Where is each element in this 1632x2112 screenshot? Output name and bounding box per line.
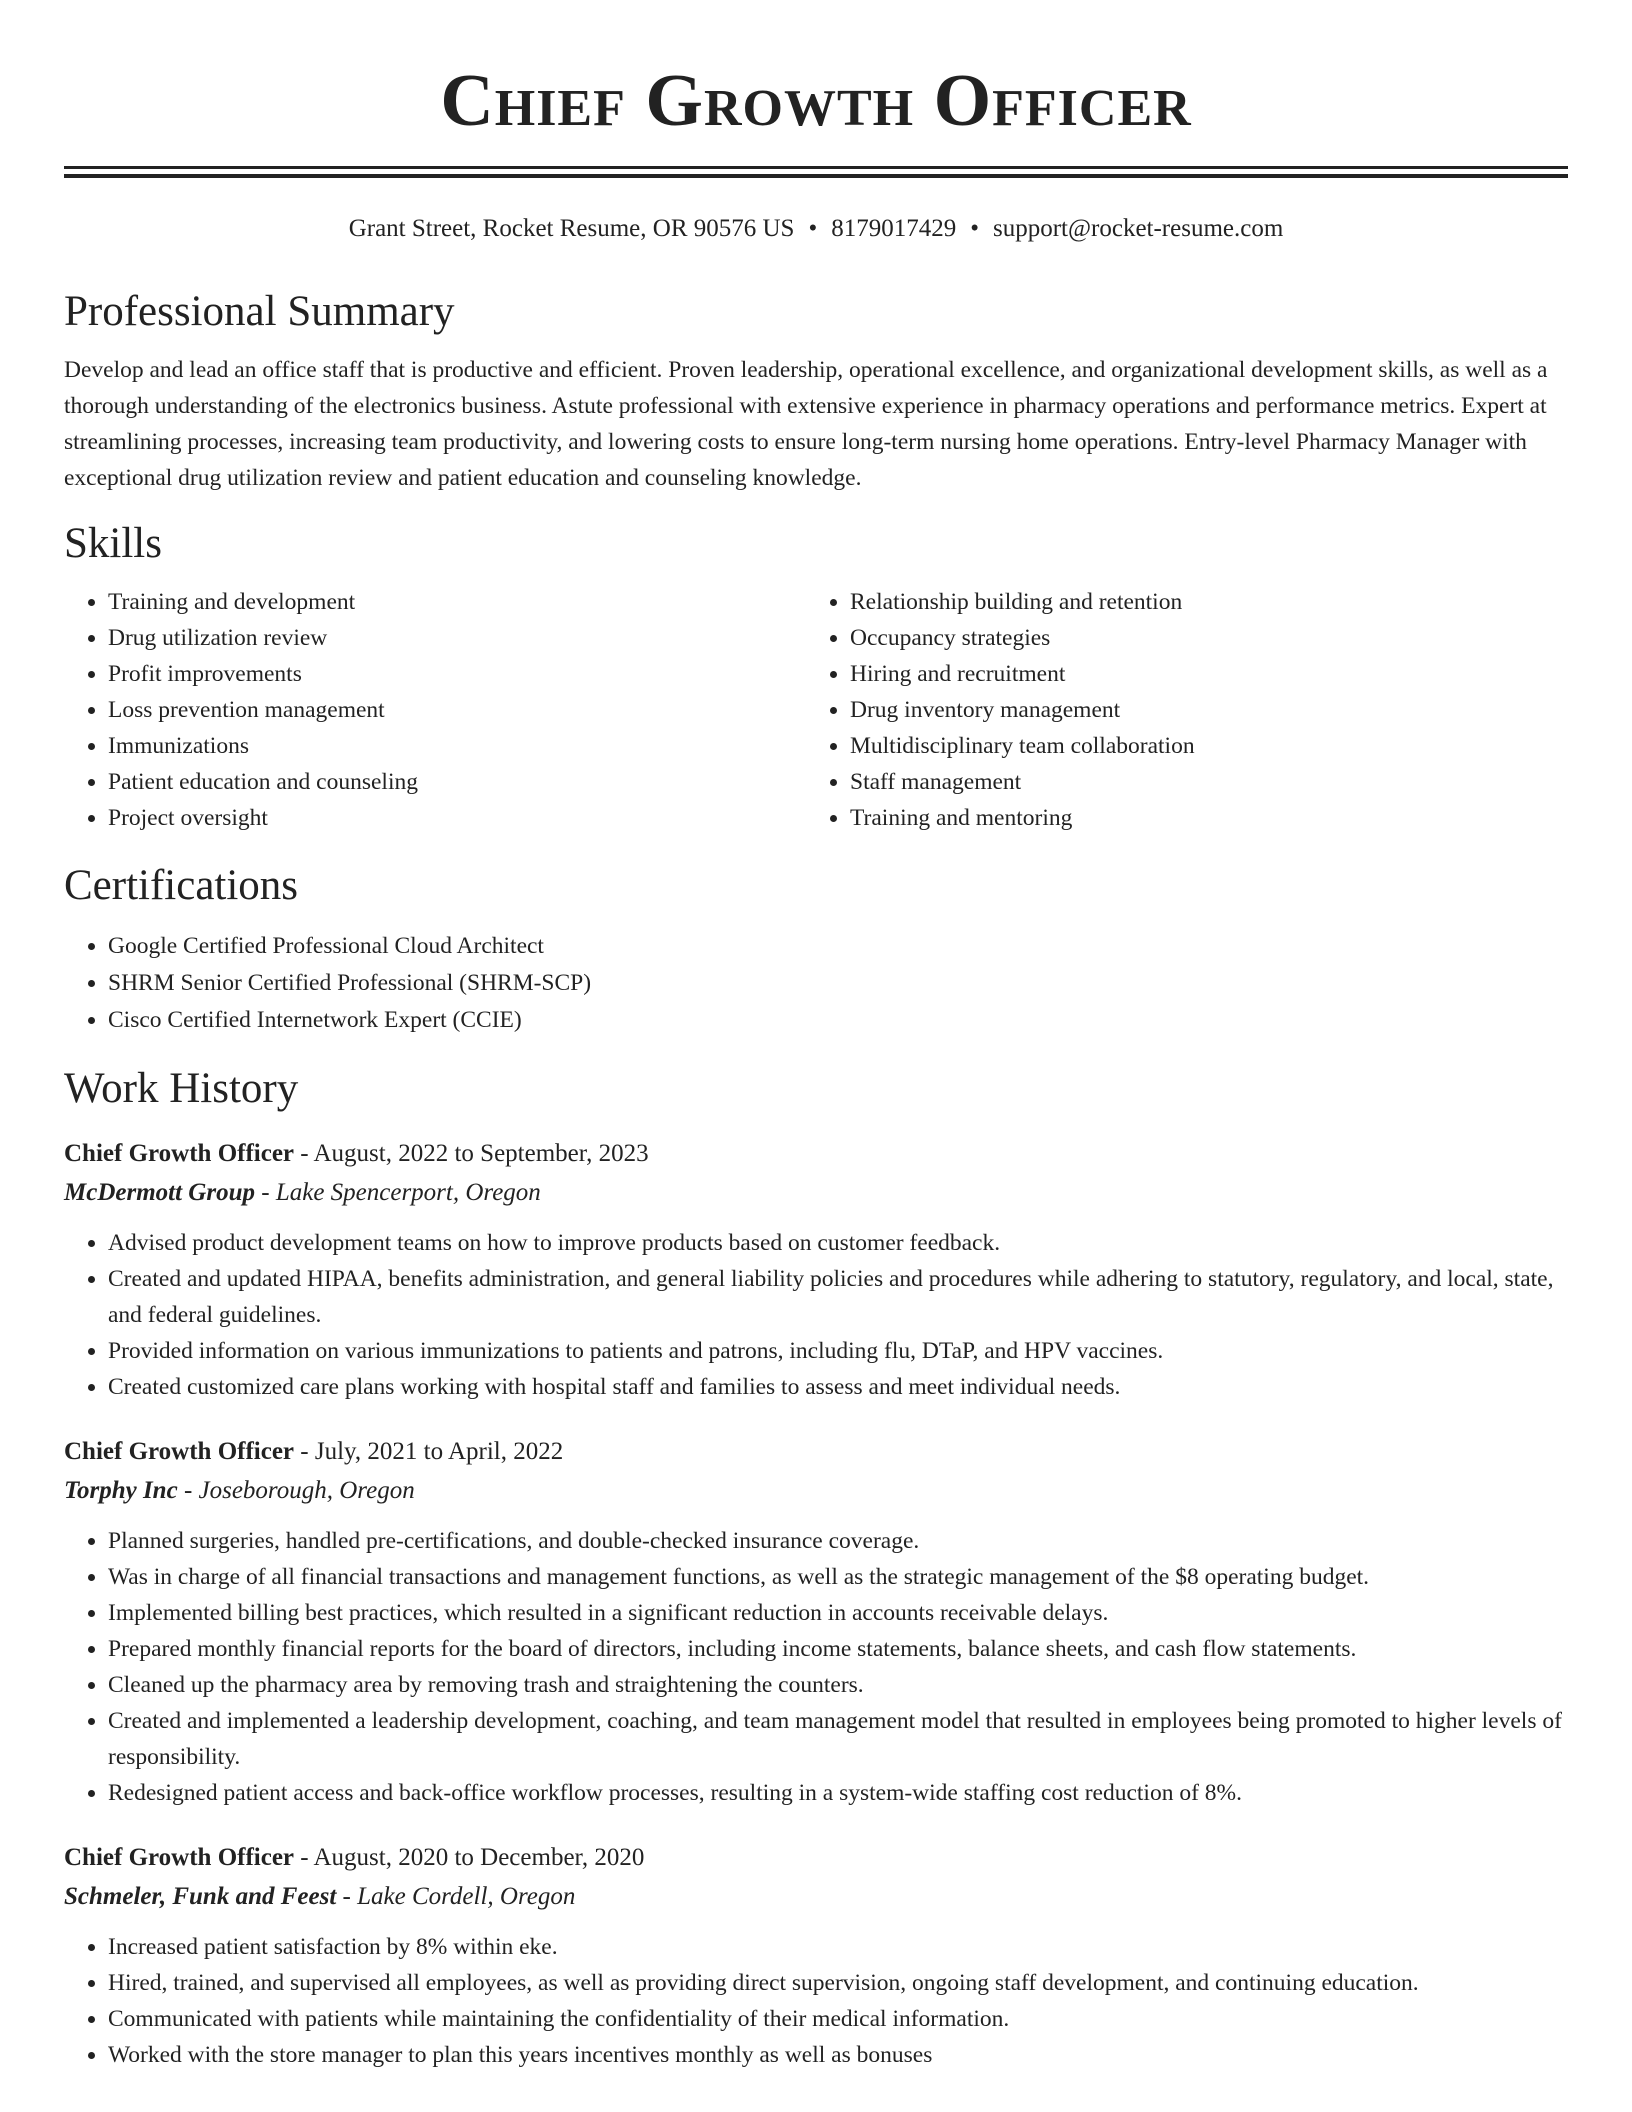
skill-item: • Occupancy strategies — [850, 620, 1548, 656]
job-bullet: • Cleaned up the pharmacy area by removing trash and straightening the counters. — [108, 1667, 1568, 1703]
job-entry — [64, 1135, 1568, 1405]
skill-item: • Loss prevention management — [108, 692, 806, 728]
skill-item: • Immunizations — [108, 728, 806, 764]
skill-item: • Profit improvements — [108, 656, 806, 692]
job-bullet: • Created customized care plans working with hospital staff and families to assess and meet individual needs. — [108, 1369, 1568, 1405]
skill-item: • Drug inventory management — [850, 692, 1548, 728]
job-dash: - — [294, 1140, 314, 1167]
job-bullets — [64, 1523, 1568, 1811]
job-dates: August, 2022 to September, 2023 — [313, 1140, 649, 1167]
job-bullet: • Worked with the store manager to plan this years incentives monthly as well as bonuses — [108, 2037, 1568, 2073]
certification-item: • Google Certified Professional Cloud Architect — [108, 928, 1568, 965]
job-role: Chief Growth Officer — [64, 1140, 295, 1167]
contact-separator: • — [970, 215, 979, 242]
skill-item: • Drug utilization review — [108, 620, 806, 656]
job-dash: - — [336, 1883, 358, 1910]
job-employer-line — [64, 1471, 1568, 1511]
certification-item: • SHRM Senior Certified Professional (SHRM-SCP) — [108, 965, 1568, 1002]
job-dash: - — [294, 1844, 314, 1871]
skill-item: • Hiring and recruitment — [850, 656, 1548, 692]
summary-text: Develop and lead an office staff that is productive and efficient. Proven leadership, operational excellence, and organizational development skills, as well as a thorough understanding of the electronics business. Astute professional with extensive experience in pharmacy operations and performance metrics. Expert at streamlining processes, increasing team productivity, and lowering costs to ensure long-term nursing home operations. Entry-level Pharmacy Manager with exceptional drug utilization review and patient education and counseling knowledge. — [64, 357, 1548, 491]
skill-item: • Training and mentoring — [850, 800, 1548, 836]
work-history-heading: Work History — [64, 1065, 299, 1112]
resume-title: Chief Growth Officer — [440, 60, 1192, 142]
skill-item: • Training and development — [108, 584, 806, 620]
job-bullets — [64, 1225, 1568, 1405]
job-dash: - — [177, 1477, 199, 1504]
job-employer: Torphy Inc — [64, 1477, 178, 1504]
skill-item: • Staff management — [850, 764, 1548, 800]
job-role: Chief Growth Officer — [64, 1438, 295, 1465]
job-bullet: • Communicated with patients while maintaining the confidentiality of their medical information. — [108, 2001, 1568, 2037]
job-bullet: • Was in charge of all financial transactions and management functions, as well as the strategic management of the $8 operating budget. — [108, 1559, 1568, 1595]
job-dash: - — [254, 1179, 276, 1206]
job-title-line — [64, 1839, 1568, 1877]
job-dates: August, 2020 to December, 2020 — [313, 1844, 645, 1871]
contact-line — [64, 212, 1568, 246]
job-bullet: • Increased patient satisfaction by 8% within eke. — [108, 1929, 1568, 1965]
skills-columns — [64, 584, 1568, 836]
certification-item: • Cisco Certified Internetwork Expert (CCIE) — [108, 1002, 1568, 1039]
job-title-line — [64, 1135, 1568, 1173]
job-bullet: • Prepared monthly financial reports for the board of directors, including income statements, balance sheets, and cash flow statements. — [108, 1631, 1568, 1667]
contact-address: Grant Street, Rocket Resume, OR 90576 US — [348, 215, 795, 242]
contact-email: support@rocket-resume.com — [993, 215, 1284, 242]
certifications-list — [64, 928, 1568, 1039]
job-bullet: • Created and updated HIPAA, benefits administration, and general liability policies and procedures while adhering to statutory, regulatory, and local, state, and federal guidelines. — [108, 1261, 1568, 1333]
skill-item: • Multidisciplinary team collaboration — [850, 728, 1548, 764]
contact-separator: • — [808, 215, 818, 242]
summary-heading: Professional Summary — [64, 288, 455, 335]
job-bullet: • Redesigned patient access and back-office workflow processes, resulting in a system-wide staffing cost reduction of 8%. — [108, 1775, 1568, 1811]
job-dates: July, 2021 to April, 2022 — [314, 1438, 564, 1465]
certifications-heading: Certifications — [64, 862, 299, 909]
skill-item: • Project oversight — [108, 800, 806, 836]
job-bullet: • Implemented billing best practices, which resulted in a significant reduction in accounts receivable delays. — [108, 1595, 1568, 1631]
job-employer-line — [64, 1173, 1568, 1213]
skills-list-left — [64, 584, 806, 836]
job-location: Lake Spencerport, Oregon — [275, 1179, 541, 1206]
job-bullet: • Advised product development teams on how to improve products based on customer feedback. — [108, 1225, 1568, 1261]
job-employer: Schmeler, Funk and Feest — [64, 1883, 337, 1910]
job-bullet: • Hired, trained, and supervised all employees, as well as providing direct supervision, ongoing staff development, and continuing education. — [108, 1965, 1568, 2001]
job-employer: McDermott Group — [64, 1179, 255, 1206]
job-title-line — [64, 1433, 1568, 1471]
resume-page — [64, 0, 1568, 2073]
job-entry — [64, 1433, 1568, 1811]
job-employer-line — [64, 1877, 1568, 1917]
job-location: Joseborough, Oregon — [198, 1477, 415, 1504]
job-bullet: • Provided information on various immunizations to patients and patrons, including flu, DTaP, and HPV vaccines. — [108, 1333, 1568, 1369]
skill-item: • Relationship building and retention — [850, 584, 1548, 620]
job-location: Lake Cordell, Oregon — [357, 1883, 576, 1910]
job-entry — [64, 1839, 1568, 2073]
job-bullet: • Planned surgeries, handled pre-certifications, and double-checked insurance coverage. — [108, 1523, 1568, 1559]
title-rule-thin — [64, 166, 1568, 169]
skills-heading: Skills — [64, 520, 162, 567]
job-bullet: • Created and implemented a leadership development, coaching, and team management model that resulted in employees being promoted to higher levels of responsibility. — [108, 1703, 1568, 1775]
contact-phone: 8179017429 — [831, 215, 957, 242]
job-role: Chief Growth Officer — [64, 1844, 295, 1871]
skills-list-right — [806, 584, 1548, 836]
skill-item: • Patient education and counseling — [108, 764, 806, 800]
title-rule-thick — [64, 174, 1568, 178]
job-bullets — [64, 1929, 1568, 2073]
job-dash: - — [294, 1438, 315, 1465]
